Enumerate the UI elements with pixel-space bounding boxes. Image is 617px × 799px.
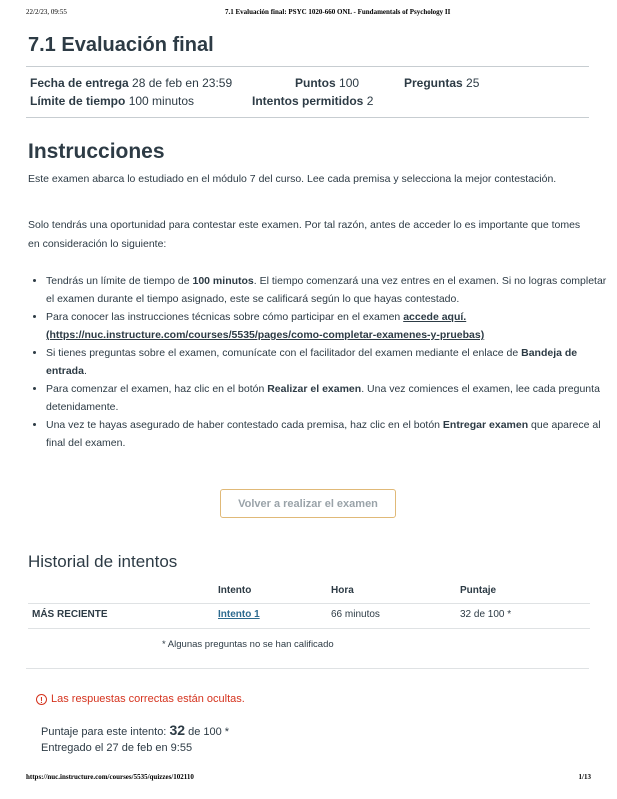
list-item-text: Si tienes preguntas sobre el examen, comunícate con el facilitador del examen mediante el enlace de: [46, 347, 522, 359]
time-limit: [30, 94, 194, 108]
attempts-allowed: [252, 94, 373, 108]
list-item-text: . Una vez comiences el examen, lee cada pregunta detenidamente.: [46, 383, 600, 413]
list-item-text: que aparece al final del examen.: [46, 419, 601, 449]
list-item: [46, 416, 608, 452]
score-label: Puntaje para este intento:: [41, 726, 167, 738]
list-item-text: . El tiempo comenzará una vez entres en el examen. Si no logras completar el examen durante el tiempo asignado, este se calificará según lo que hayas contestado.: [46, 275, 607, 305]
retake-quiz-button[interactable]: Volver a realizar el examen: [220, 489, 396, 518]
questions-value: 25: [466, 76, 480, 90]
instructions-list: [28, 272, 608, 452]
print-header: [0, 8, 617, 22]
attempts-label: Intentos permitidos: [252, 94, 364, 108]
list-item-text: .: [83, 365, 87, 377]
table-row: [28, 609, 590, 625]
attempt-score: 32 de 100 *: [460, 609, 512, 620]
hidden-answers-text: Las respuestas correctas están ocultas.: [51, 693, 245, 705]
points: [295, 76, 359, 90]
list-item-text: Una vez te hayas asegurado de haber contestado cada premisa, haz clic en el botón: [46, 419, 443, 431]
ungraded-footnote: * Algunas preguntas no se han calificado: [162, 639, 334, 650]
instructions-paragraph-1: Este examen abarca lo estudiado en el módulo 7 del curso. Lee cada premisa y selecciona la mejor contestación.: [28, 173, 557, 185]
page-title: 7.1 Evaluación final: [28, 34, 214, 56]
attempt-history-heading: Historial de intentos: [28, 552, 178, 571]
list-item-bold: 100 minutos: [192, 275, 254, 287]
list-item-text: Para conocer las instrucciones técnicas sobre cómo participar en el examen: [46, 311, 404, 323]
list-item-text: Para comenzar el examen, haz clic en el botón: [46, 383, 268, 395]
list-item: [46, 272, 608, 308]
table-divider: [28, 628, 590, 629]
list-item: [46, 308, 608, 344]
attempt-time: 66 minutos: [331, 609, 380, 620]
column-header-attempt: Intento: [218, 585, 252, 596]
time-limit-value: 100 minutos: [128, 94, 195, 108]
list-item-bold: Entregar examen: [442, 419, 529, 431]
questions: [404, 76, 479, 90]
divider: [26, 117, 589, 118]
table-divider: [28, 603, 590, 604]
attempt-1-link[interactable]: Intento 1: [218, 609, 260, 620]
table-header: [28, 585, 590, 601]
due-value: 28 de feb en 23:59: [132, 76, 233, 90]
instructions-heading: Instrucciones: [28, 140, 165, 163]
list-item: [46, 344, 608, 380]
most-recent-label: MÁS RECIENTE: [32, 609, 108, 620]
score-value: 32: [169, 722, 186, 738]
points-value: 100: [339, 76, 360, 90]
instructions-link[interactable]: accede aquí.: [403, 311, 467, 323]
attempt-score-summary: [41, 722, 229, 738]
page-number: 1/13: [578, 773, 591, 781]
hidden-answers-notice: [36, 693, 245, 705]
column-header-score: Puntaje: [460, 585, 497, 596]
list-item-text: Tendrás un límite de tiempo de: [46, 275, 193, 287]
print-url: https://nuc.instructure.com/courses/5535/quizzes/102110: [26, 773, 194, 781]
divider: [26, 668, 589, 669]
column-header-time: Hora: [331, 585, 354, 596]
instructions-url-link[interactable]: (https://nuc.instructure.com/courses/5535/pages/como-completar-examenes-y-pruebas): [46, 329, 485, 341]
print-title: 7.1 Evaluación final: PSYC 1020-660 ONL - Fundamentals of Psychology II: [225, 8, 451, 16]
score-total: de 100 *: [188, 726, 230, 738]
instructions-paragraph-2: Solo tendrás una oportunidad para contestar este examen. Por tal razón, antes de acceder lo es importante que tomes en consideración lo siguiente:: [28, 219, 581, 250]
warning-icon: !: [36, 694, 47, 705]
list-item: [46, 380, 608, 416]
due-date: [30, 76, 232, 90]
attempts-value: 2: [366, 94, 374, 108]
divider: [26, 66, 589, 67]
submitted-timestamp: Entregado el 27 de feb en 9:55: [41, 742, 193, 754]
questions-label: Preguntas: [404, 76, 463, 90]
list-item-bold: Realizar el examen: [267, 383, 362, 395]
list-item-bold: Bandeja de entrada: [46, 347, 578, 377]
print-date: 22/2/23, 09:55: [26, 8, 67, 16]
print-footer: [0, 773, 617, 785]
points-label: Puntos: [295, 76, 336, 90]
due-label: Fecha de entrega: [30, 76, 129, 90]
time-limit-label: Límite de tiempo: [30, 94, 126, 108]
